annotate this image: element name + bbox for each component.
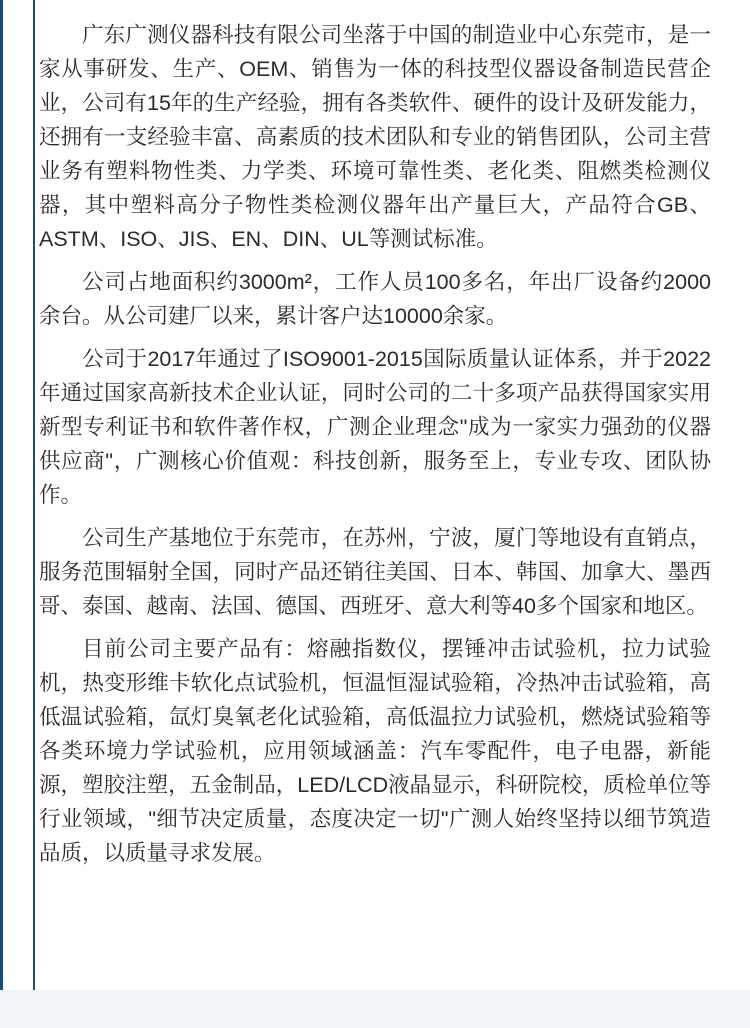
company-profile-text-block [39,18,711,870]
page-bottom-strip [0,990,750,1028]
left-accent-rule [33,0,35,990]
paragraph-facility-scale: 公司占地面积约3000m²，工作人员100多名，年出厂设备约2000余台。从公司建厂以来，累计客户达10000余家。 [39,270,711,328]
paragraph-certifications: 公司于2017年通过了ISO9001-2015国际质量认证体系，并于2022年通过国家高新技术企业认证，同时公司的二十多项产品获得国家实用新型专利证书和软件著作权，广测企业理念"成为一家实力强劲的仪器供应商"，广测核心价值观：科技创新，服务至上，专业专攻、团队协作。 [39,347,711,507]
paragraph-products-and-applications: 目前公司主要产品有：熔融指数仪，摆锤冲击试验机，拉力试验机，热变形维卡软化点试验机，恒温恒湿试验箱，冷热冲击试验箱，高低温试验箱，氙灯臭氧老化试验箱，高低温拉力试验机，燃烧试验箱等各类环境力学试验机，应用领域涵盖：汽车零配件，电子电器，新能源，塑胶注塑，五金制品，LED/LCD液晶显示，科研院校，质检单位等行业领域，"细节决定质量，态度决定一切"广测人始终坚持以细节筑造品质，以质量寻求发展。 [39,637,711,865]
paragraph-locations-and-exports: 公司生产基地位于东莞市，在苏州，宁波，厦门等地设有直销点，服务范围辐射全国，同时产品还销往美国、日本、韩国、加拿大、墨西哥、泰国、越南、法国、德国、西班牙、意大利等40多个国家和地区。 [39,526,711,618]
paragraph-company-overview: 广东广测仪器科技有限公司坐落于中国的制造业中心东莞市，是一家从事研发、生产、OEM、销售为一体的科技型仪器设备制造民营企业，公司有15年的生产经验，拥有各类软件、硬件的设计及研发能力，还拥有一支经验丰富、高素质的技术团队和专业的销售团队，公司主营业务有塑料物性类、力学类、环境可靠性类、老化类、阻燃类检测仪器，其中塑料高分子物性类检测仪器年出产量巨大，产品符合GB、ASTM、ISO、JIS、EN、DIN、UL等测试标准。 [39,23,711,251]
